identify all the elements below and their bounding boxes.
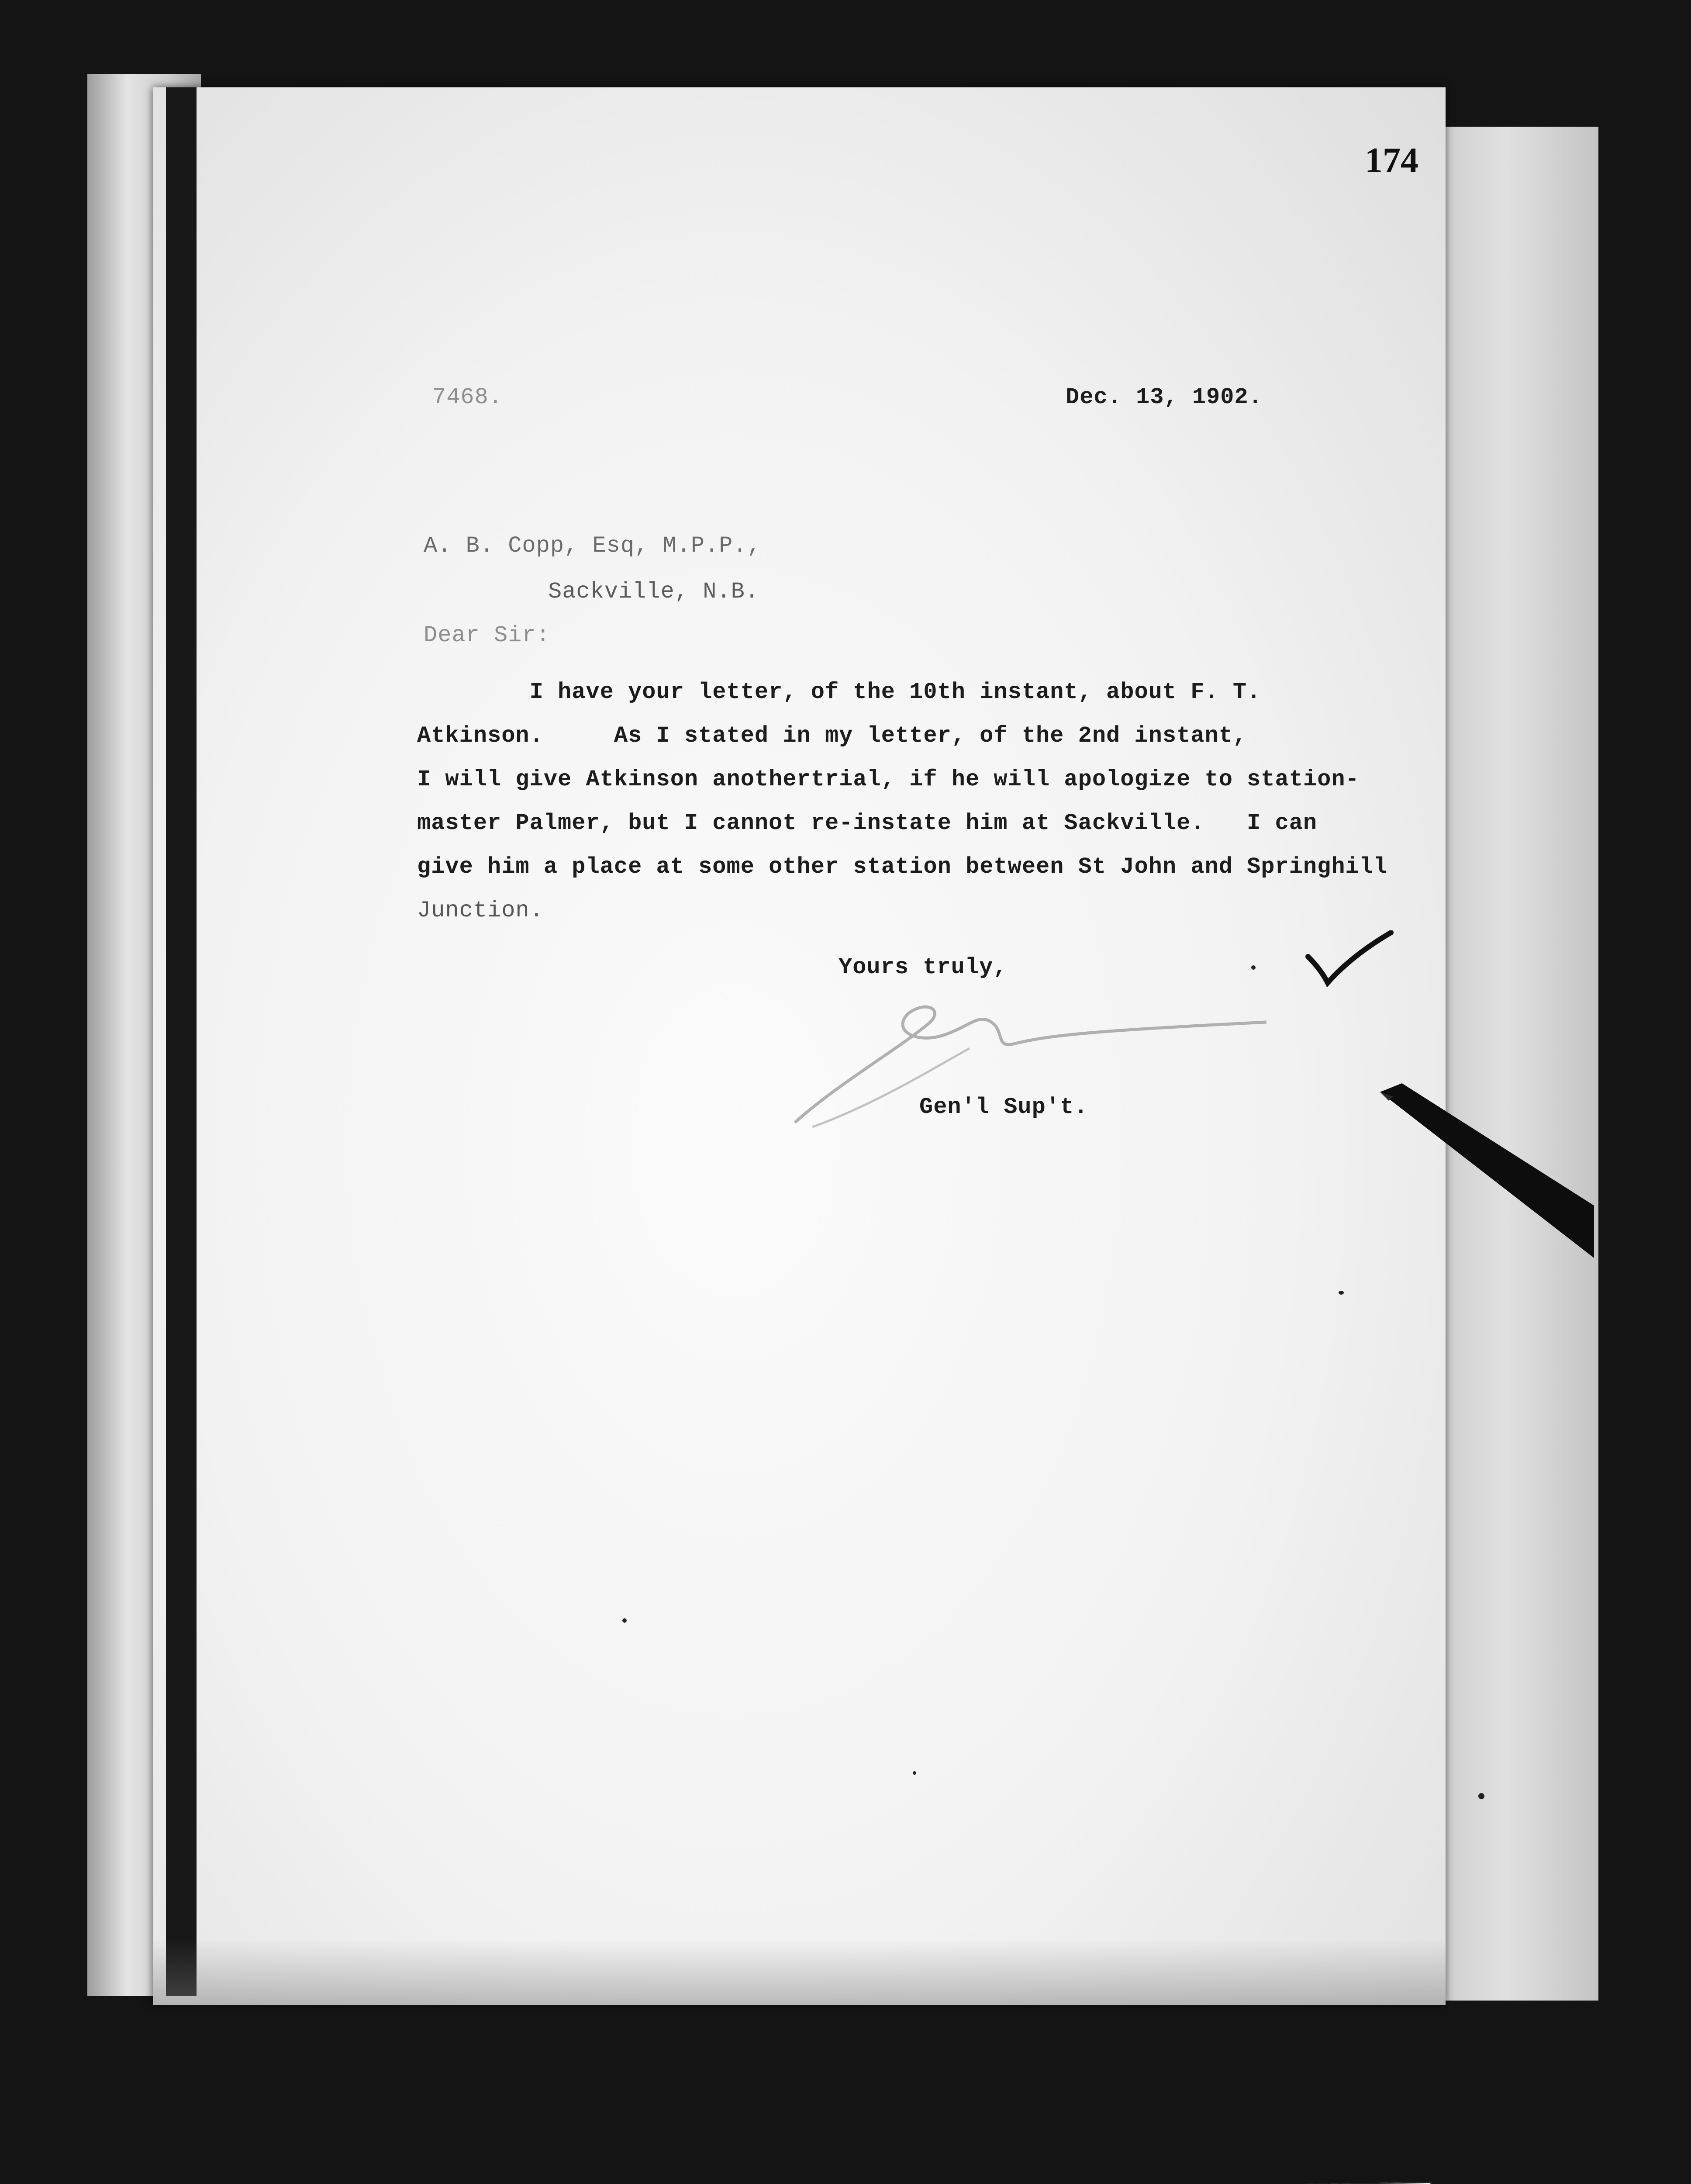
page-number: 174 bbox=[1365, 140, 1418, 180]
body-line-2: Atkinson. As I stated in my letter, of the 2nd instant, bbox=[417, 723, 1247, 749]
ink-speck bbox=[1339, 1291, 1344, 1295]
ink-speck bbox=[913, 1771, 916, 1775]
body-line-4: master Palmer, but I cannot re-instate him at Sackville. I can bbox=[417, 810, 1318, 836]
addressee-name: A. B. Copp, Esq, M.P.P., bbox=[424, 533, 761, 559]
letter-date: Dec. 13, 1902. bbox=[1066, 384, 1263, 410]
pointer-pen-icon bbox=[1376, 1075, 1594, 1302]
addressee-place: Sackville, N.B. bbox=[548, 579, 759, 605]
body-line-6: Junction. bbox=[417, 898, 544, 923]
check-mark-icon bbox=[1304, 930, 1395, 987]
ink-speck bbox=[1478, 1793, 1484, 1799]
salutation: Dear Sir: bbox=[424, 622, 550, 648]
signature-title: Gen'l Sup't. bbox=[919, 1094, 1088, 1120]
closing: Yours truly, bbox=[839, 954, 1008, 980]
page-bottom-shadow bbox=[153, 1939, 1446, 2005]
body-line-5: give him a place at some other station between St John and Springhill bbox=[417, 854, 1388, 880]
ink-speck bbox=[1251, 965, 1256, 970]
binding-shadow bbox=[166, 87, 197, 1996]
body-line-3: I will give Atkinson anothertrial, if he will apologize to station- bbox=[417, 767, 1360, 792]
file-reference: 7468. bbox=[432, 384, 503, 410]
body-line-1: I have your letter, of the 10th instant, about F. T. bbox=[417, 679, 1261, 705]
ink-speck bbox=[622, 1618, 627, 1623]
